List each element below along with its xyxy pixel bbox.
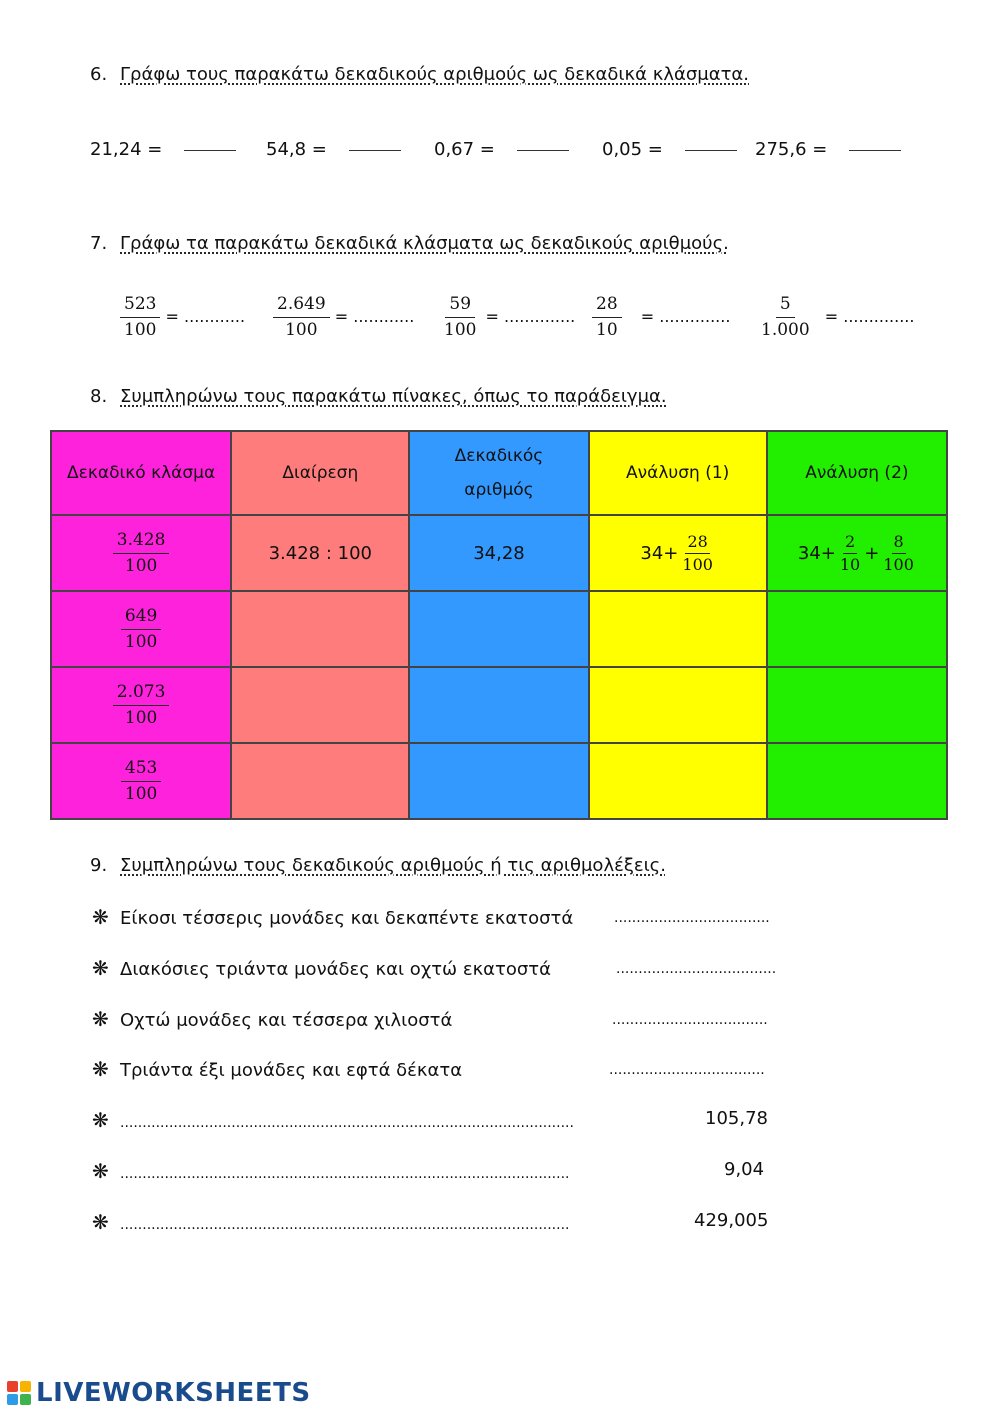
q9-word-item-3: ❋ Οχτώ μονάδες και τέσσερα χιλιοστά: [92, 1007, 453, 1031]
decimal-input-cell[interactable]: [409, 667, 588, 743]
q9-title: Συμπληρώνω τους δεκαδικούς αριθμούς ή τις αριθμολέξεις.: [120, 855, 666, 876]
answer-dots[interactable]: = ............: [334, 307, 415, 326]
q9-number-item-3: [92, 1210, 569, 1234]
q9-number-value: 105,78: [705, 1108, 768, 1129]
answer-dots[interactable]: = ..............: [640, 307, 731, 326]
analysis-2-input-cell[interactable]: [767, 743, 947, 819]
q7-item-4: [592, 296, 730, 339]
header-decimal-fraction: Δεκαδικό κλάσμα: [51, 431, 231, 515]
answer-dots[interactable]: .....................................................................................................: [120, 1217, 570, 1233]
division-input-cell[interactable]: [231, 743, 409, 819]
fraction: $\frac{2.073}{100}$: [113, 684, 170, 727]
liveworksheets-logo: [6, 1378, 311, 1408]
q7-heading: [90, 233, 729, 254]
flower-bullet-icon: ❋: [92, 1057, 109, 1081]
q8-heading: [90, 386, 667, 407]
answer-dots[interactable]: = ..............: [485, 307, 576, 326]
answer-blank[interactable]: [184, 150, 236, 151]
q6-heading: [90, 64, 749, 85]
decimal-input-cell[interactable]: [409, 591, 588, 667]
analysis-1-cell: [589, 515, 767, 591]
answer-blank[interactable]: [685, 150, 737, 151]
answer-dots[interactable]: = ............: [165, 307, 246, 326]
flower-bullet-icon: ❋: [92, 1108, 109, 1132]
fraction: $\frac{5}{1.000}$: [761, 294, 810, 340]
q7-number: 7.: [90, 233, 108, 254]
q9-number-value: 429,005: [694, 1210, 769, 1231]
decimal-cell: 34,28: [409, 515, 588, 591]
analysis-2-input-cell[interactable]: [767, 591, 947, 667]
fraction: $\frac{453}{100}$: [121, 760, 161, 803]
fraction: $\frac{3.428}{100}$: [113, 532, 170, 575]
flower-bullet-icon: ❋: [92, 956, 109, 980]
answer-blank[interactable]: [517, 150, 569, 151]
flower-bullet-icon: ❋: [92, 1007, 109, 1031]
fraction-cell: [51, 515, 231, 591]
q7-item-5: [757, 296, 914, 339]
analysis-2-cell: [767, 515, 947, 591]
q6-number: 6.: [90, 64, 108, 85]
fraction: $\frac{59}{100}$: [444, 294, 477, 340]
logo-blocks-icon: [6, 1380, 32, 1406]
analysis-1-input-cell[interactable]: [589, 743, 767, 819]
answer-blank[interactable]: [849, 150, 901, 151]
division-input-cell[interactable]: [231, 667, 409, 743]
answer-blank[interactable]: [349, 150, 401, 151]
q7-item-2: [273, 296, 414, 339]
q6-item-2: 54,8 =: [266, 139, 401, 160]
q7-title: Γράφω τα παρακάτω δεκαδικά κλάσματα ως δεκαδικούς αριθμούς.: [120, 233, 729, 254]
header-analysis-2: Ανάλυση (2): [767, 431, 947, 515]
q7-item-1: [120, 296, 245, 339]
q9-word-item-2: ❋ Διακόσιες τριάντα μονάδες και οχτώ εκατοστά: [92, 956, 552, 980]
q6-item-4: 0,05 =: [602, 139, 737, 160]
answer-dots[interactable]: ....................................: [616, 961, 777, 977]
fraction: $\frac{649}{100}$: [121, 608, 161, 651]
fraction: $\frac{28}{100}$: [682, 531, 713, 574]
fraction: $\frac{28}{10}$: [592, 296, 622, 339]
decimal-table: [50, 430, 948, 820]
q9-number: 9.: [90, 855, 108, 876]
header-analysis-1: Ανάλυση (1): [589, 431, 767, 515]
analysis-1-input-cell[interactable]: [589, 667, 767, 743]
division-cell: 3.428 : 100: [231, 515, 409, 591]
q9-number-item-2: [92, 1159, 569, 1183]
flower-bullet-icon: ❋: [92, 1159, 109, 1183]
fraction: $\frac{8}{100}$: [883, 531, 914, 574]
q6-item-3: 0,67 =: [434, 139, 569, 160]
table-row: [51, 591, 947, 667]
table-row-example: [51, 515, 947, 591]
flower-bullet-icon: ❋: [92, 1210, 109, 1234]
analysis-1-expression: 34+ $\frac{28}{100}$: [640, 531, 713, 574]
analysis-2-expression: 34+ $\frac{2}{10}$ + $\frac{8}{100}$: [797, 531, 914, 574]
q9-number-value: 9,04: [724, 1159, 765, 1180]
q6-item-1: 21,24 =: [90, 139, 236, 160]
flower-bullet-icon: ❋: [92, 905, 109, 929]
table-row: [51, 667, 947, 743]
q8-title: Συμπληρώνω τους παρακάτω πίνακες, όπως το παράδειγμα.: [120, 386, 667, 407]
q8-number: 8.: [90, 386, 108, 407]
division-input-cell[interactable]: [231, 591, 409, 667]
answer-dots[interactable]: ...................................: [609, 1062, 765, 1078]
q6-title: Γράφω τους παρακάτω δεκαδικούς αριθμούς ως δεκαδικά κλάσματα.: [120, 64, 749, 85]
q7-item-3: [440, 296, 575, 339]
q9-word-item-4: ❋ Τριάντα έξι μονάδες και εφτά δέκατα: [92, 1057, 463, 1081]
fraction: $\frac{523}{100}$: [120, 296, 160, 339]
q9-word-item-1: ❋ Είκοσι τέσσερις μονάδες και δεκαπέντε εκατοστά: [92, 905, 574, 929]
answer-dots[interactable]: = ..............: [824, 307, 915, 326]
fraction-cell: [51, 591, 231, 667]
answer-dots[interactable]: ...................................: [612, 1012, 768, 1028]
fraction: $\frac{2.649}{100}$: [273, 296, 330, 339]
fraction: $\frac{2}{10}$: [839, 531, 861, 574]
q9-number-item-1: [92, 1108, 574, 1132]
header-decimal-number: Δεκαδικός αριθμός: [409, 431, 588, 515]
q6-item-5: 275,6 =: [755, 139, 901, 160]
logo-text: LIVEWORKSHEETS: [36, 1378, 311, 1408]
analysis-2-input-cell[interactable]: [767, 667, 947, 743]
answer-dots[interactable]: ......................................................................................................: [120, 1115, 574, 1131]
answer-dots[interactable]: .....................................................................................................: [120, 1166, 570, 1182]
table-row: [51, 743, 947, 819]
header-division: Διαίρεση: [231, 431, 409, 515]
q9-heading: [90, 855, 666, 876]
table-header-row: [51, 431, 947, 515]
fraction-cell: [51, 667, 231, 743]
analysis-1-input-cell[interactable]: [589, 591, 767, 667]
answer-dots[interactable]: ...................................: [614, 910, 770, 926]
decimal-input-cell[interactable]: [409, 743, 588, 819]
fraction-cell: [51, 743, 231, 819]
